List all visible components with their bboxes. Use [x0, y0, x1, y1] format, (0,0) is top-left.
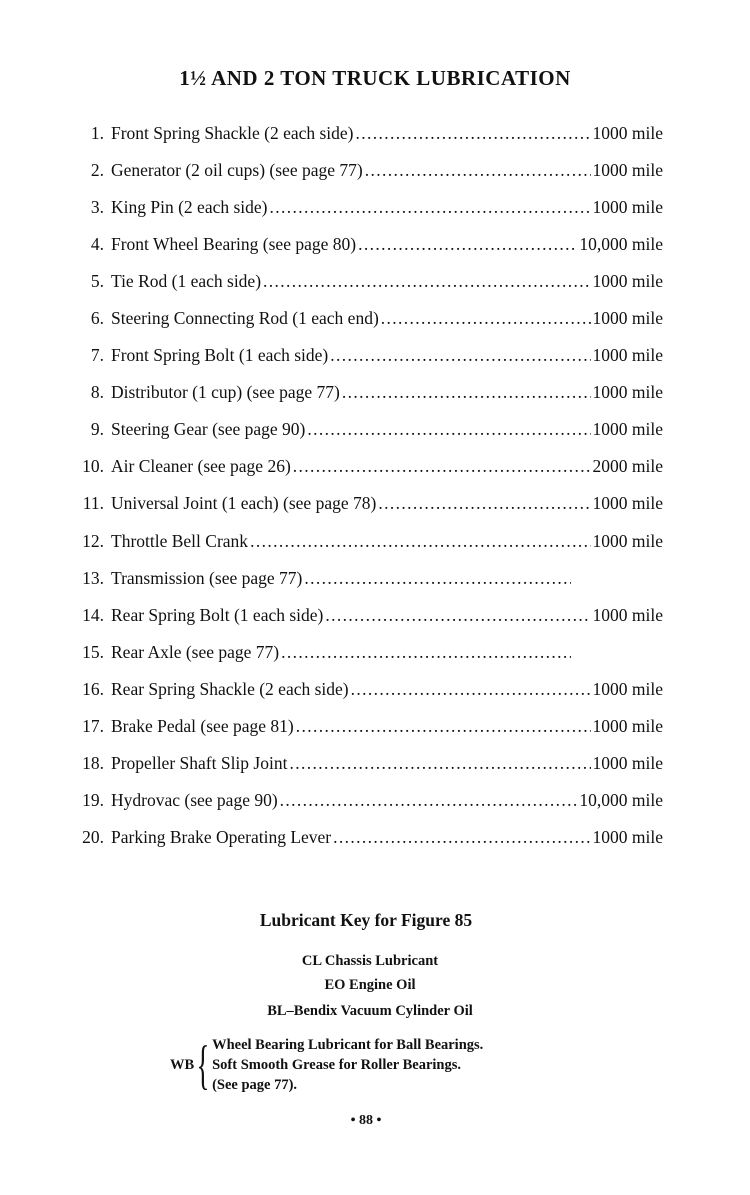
item-interval: 1000 mile: [592, 382, 663, 403]
item-interval: 2000 mile: [592, 456, 663, 477]
item-interval: 1000 mile: [592, 160, 663, 181]
item-interval: 1000 mile: [592, 715, 663, 736]
item-label: Tie Rod (1 each side): [111, 271, 262, 292]
item-interval: 1000 mile: [592, 345, 663, 366]
item-interval: 1000 mile: [592, 197, 663, 218]
item-number: 8.: [90, 382, 104, 403]
item-label: Throttle Bell Crank: [111, 530, 249, 551]
key-wb-block: [170, 1035, 483, 1095]
item-interval: 1000 mile: [592, 826, 663, 847]
dot-leader: [325, 605, 590, 626]
dot-leader: [307, 419, 590, 440]
page-title: 1½ AND 2 TON TRUCK LUBRICATION: [179, 66, 571, 90]
item-label: Transmission (see page 77): [111, 567, 303, 588]
item-label: Universal Joint (1 each) (see page 78): [111, 493, 377, 514]
list-item: [60, 634, 663, 671]
list-item: [60, 671, 663, 708]
list-item: [60, 523, 663, 560]
item-interval: 1000 mile: [592, 308, 663, 329]
item-number: 2.: [90, 160, 104, 181]
list-item: [60, 560, 663, 597]
list-item: [60, 597, 663, 634]
list-item: [60, 263, 663, 300]
dot-leader: [342, 382, 591, 403]
item-interval: 1000 mile: [592, 604, 663, 625]
wb-line: Wheel Bearing Lubricant for Ball Bearings.: [212, 1037, 484, 1053]
item-interval: 1000 mile: [592, 678, 663, 699]
dot-leader: [280, 790, 578, 811]
list-item: [60, 115, 663, 152]
item-number: 5.: [90, 271, 104, 292]
item-label: Front Spring Bolt (1 each side): [111, 345, 329, 366]
wb-line: Soft Smooth Grease for Roller Bearings.: [212, 1057, 461, 1073]
item-number: 19.: [82, 789, 104, 810]
item-number: 15.: [82, 641, 104, 662]
dot-leader: [351, 679, 591, 700]
dot-leader: [358, 234, 577, 255]
list-item: [60, 745, 663, 782]
key-line-bl: BL–Bendix Vacuum Cylinder Oil: [267, 1003, 473, 1019]
list-item: [60, 448, 663, 485]
item-number: 20.: [82, 826, 104, 847]
item-interval: 1000 mile: [592, 530, 663, 551]
brace-symbol: {: [196, 1035, 210, 1095]
dot-leader: [333, 827, 590, 848]
item-label: Hydrovac (see page 90): [111, 789, 278, 810]
dot-leader: [289, 753, 590, 774]
dot-leader: [381, 308, 591, 329]
item-number: 6.: [90, 308, 104, 329]
item-label: Steering Gear (see page 90): [111, 419, 306, 440]
wb-line: (See page 77).: [212, 1077, 298, 1093]
list-item: [60, 782, 663, 819]
item-number: 4.: [90, 234, 104, 255]
item-number: 18.: [82, 752, 104, 773]
item-interval: 10,000 mile: [579, 234, 663, 255]
item-number: 13.: [82, 567, 104, 588]
item-number: 17.: [82, 715, 104, 736]
item-number: 3.: [90, 197, 104, 218]
item-label: King Pin (2 each side): [111, 197, 268, 218]
list-item: [60, 411, 663, 448]
wb-abbr: WB: [170, 1056, 195, 1073]
dot-leader: [378, 493, 590, 514]
list-item: [60, 152, 663, 189]
list-item: [60, 226, 663, 263]
item-label: Distributor (1 cup) (see page 77): [111, 382, 340, 403]
item-interval: 1000 mile: [592, 752, 663, 773]
item-number: 12.: [82, 530, 104, 551]
item-label: Steering Connecting Rod (1 each end): [111, 308, 379, 329]
dot-leader: [304, 568, 571, 589]
item-number: 11.: [82, 493, 104, 514]
item-number: 16.: [82, 678, 104, 699]
item-label: Brake Pedal (see page 81): [111, 715, 294, 736]
dot-leader: [330, 345, 590, 366]
item-label: Generator (2 oil cups) (see page 77): [111, 160, 363, 181]
dot-leader: [281, 642, 571, 663]
lubricant-key-title: Lubricant Key for Figure 85: [259, 910, 473, 930]
dot-leader: [296, 716, 591, 737]
item-label: Air Cleaner (see page 26): [111, 456, 291, 477]
list-item: [60, 337, 663, 374]
lubrication-list: [60, 115, 663, 856]
item-interval: 1000 mile: [592, 419, 663, 440]
item-label: Front Spring Shackle (2 each side): [111, 123, 354, 144]
item-interval: 10,000 mile: [579, 789, 663, 810]
page-number: • 88 •: [350, 1113, 382, 1128]
item-label: Front Wheel Bearing (see page 80): [111, 234, 357, 255]
list-item: [60, 189, 663, 226]
item-number: 9.: [90, 419, 104, 440]
item-interval: 1000 mile: [592, 123, 663, 144]
key-line-eo: EO Engine Oil: [324, 977, 416, 993]
item-label: Parking Brake Operating Lever: [111, 826, 332, 847]
item-interval: 1000 mile: [592, 493, 663, 514]
item-interval: 1000 mile: [592, 271, 663, 292]
list-item: [60, 708, 663, 745]
item-label: Propeller Shaft Slip Joint: [111, 752, 288, 773]
item-number: 10.: [82, 456, 104, 477]
item-label: Rear Spring Shackle (2 each side): [111, 678, 349, 699]
dot-leader: [270, 197, 591, 218]
dot-leader: [293, 456, 591, 477]
item-number: 1.: [90, 123, 104, 144]
item-number: 7.: [90, 345, 104, 366]
dot-leader: [263, 271, 590, 292]
dot-leader: [365, 160, 591, 181]
list-item: [60, 485, 663, 522]
list-item: [60, 819, 663, 856]
item-label: Rear Axle (see page 77): [111, 641, 280, 662]
item-label: Rear Spring Bolt (1 each side): [111, 604, 324, 625]
dot-leader: [250, 531, 590, 552]
dot-leader: [356, 123, 591, 144]
item-number: 14.: [82, 604, 104, 625]
list-item: [60, 374, 663, 411]
key-line-cl: CL Chassis Lubricant: [301, 953, 439, 969]
list-item: [60, 300, 663, 337]
